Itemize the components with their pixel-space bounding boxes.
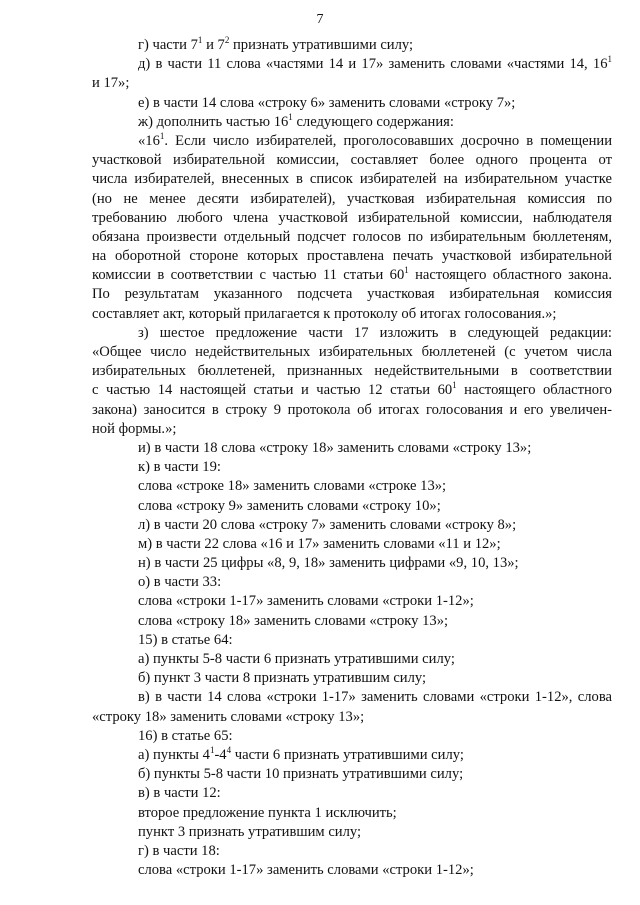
text-line: м) в части 22 слова «16 и 17» заменить словами «11 и 12»;	[138, 535, 501, 552]
text-line: второе предложение пункта 1 исключить;	[138, 804, 397, 821]
text-line: участковой избирательной комиссии, составляет более одного процента от	[92, 152, 612, 169]
text-line: б) пункт 3 части 8 признать утратившим силу;	[138, 670, 427, 687]
text-line: слова «строке 18» заменить словами «строке 13»;	[138, 478, 447, 495]
text-line: с частью 14 настоящей статьи и частью 12 статьи $60^1$ настоящего областного	[92, 380, 612, 399]
document-body	[92, 36, 612, 880]
text-line: По результатам указанного подсчета участковая избирательная комиссия	[92, 286, 612, 303]
text-line: закона) заносится в строку 9 протокола об итогах голосования и его увеличен-	[92, 401, 612, 418]
text-line: а) пункты $4^1-4^4$ части 6 признать утратившими силу;	[138, 744, 464, 763]
text-line: слова «строку 9» заменить словами «строку 10»;	[138, 497, 441, 514]
text-line: о) в части 33:	[138, 574, 222, 591]
text-line: ной формы.»;	[92, 420, 177, 437]
text-line: е) в части 14 слова «строку 6» заменить словами «строку 7»;	[138, 94, 516, 111]
text-line: б) пункты 5-8 части 10 признать утратившими силу;	[138, 766, 464, 783]
text-line: в) в части 14 слова «строки 1-17» заменить словами «строки 1-12», слова	[138, 689, 612, 706]
text-line: слова «строки 1-17» заменить словами «строки 1-12»;	[138, 862, 474, 879]
text-line: слова «строку 18» заменить словами «строку 13»;	[138, 612, 449, 629]
text-line: числа избирателей, внесенных в список избирателей на избирательном участке	[92, 171, 612, 188]
text-line: «$16^1$. Если число избирателей, проголосовавших досрочно в помещении	[138, 130, 612, 149]
text-line: составляет акт, который прилагается к протоколу об итогах голосования.»;	[92, 305, 557, 322]
page-number: 7	[316, 12, 324, 27]
text-line: г) в части 18:	[138, 842, 220, 859]
text-line: а) пункты 5-8 части 6 признать утратившими силу;	[138, 651, 455, 667]
text-line: пункт 3 признать утратившим силу;	[138, 823, 362, 840]
text-line: обязана произвести отдельный подсчет голосов по избирательным бюллетеням,	[92, 228, 612, 245]
text-line: «строку 18» заменить словами «строку 13»;	[92, 708, 365, 725]
text-line: (но не менее десяти избирателей), участковая избирательная комиссия по	[92, 190, 612, 207]
text-line: 16) в статье 65:	[138, 727, 233, 744]
text-line: и 17»;	[92, 75, 130, 92]
text-line: к) в части 19:	[138, 459, 221, 476]
text-line: л) в части 20 слова «строку 7» заменить словами «строку 8»;	[138, 516, 517, 533]
text-line: г) части $7^1$ и $7^2$ признать утратившими силу;	[138, 35, 414, 53]
text-line: н) в части 25 цифры «8, 9, 18» заменить цифрами «9, 10, 13»;	[138, 555, 519, 572]
text-line: ж) дополнить частью $16^1$ следующего содержания:	[138, 111, 454, 130]
text-line: д) в части 11 слова «частями 14 и 17» заменить словами «частями 14, $16^1$	[138, 54, 612, 73]
text-line: на оборотной стороне которых проставлена печать участковой избирательной	[92, 248, 612, 265]
text-line: комиссии в соответствии с частью 11 статьи $60^1$ настоящего областного закона.	[92, 265, 612, 284]
text-line: 15) в статье 64:	[138, 631, 233, 648]
text-line: слова «строки 1-17» заменить словами «строки 1-12»;	[138, 593, 474, 610]
text-line: избирательных бюллетеней, признанных недействительными в соответствии	[92, 363, 612, 380]
text-line: з) шестое предложение части 17 изложить в следующей редакции:	[138, 324, 612, 341]
text-line: требованию любого члена участковой избирательной комиссии, наблюдателя	[92, 209, 612, 226]
text-line: и) в части 18 слова «строку 18» заменить словами «строку 13»;	[138, 439, 532, 456]
text-line: «Общее число недействительных избирательных бюллетеней (с учетом числа	[92, 344, 612, 360]
text-line: в) в части 12:	[138, 785, 221, 802]
